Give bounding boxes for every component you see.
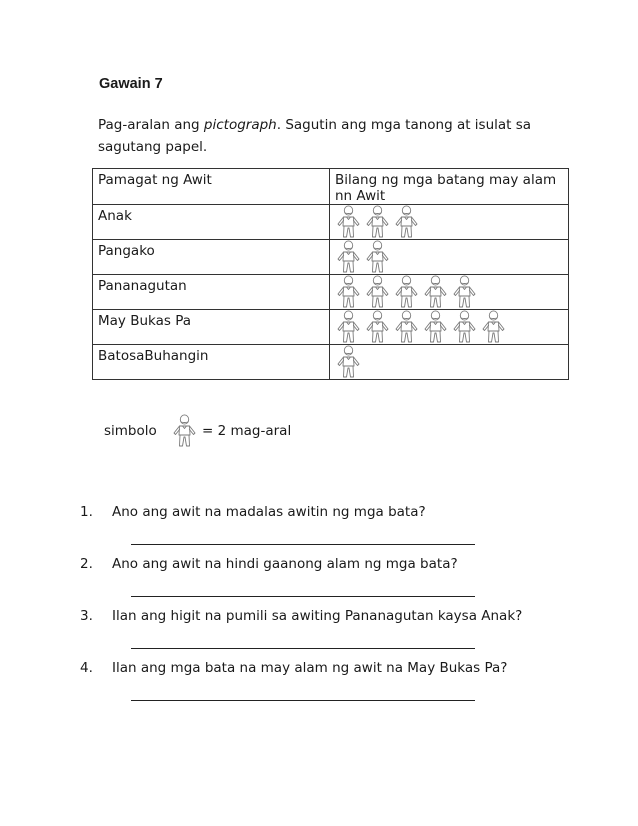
answer-line[interactable] — [131, 700, 475, 701]
header-count: Bilang ng mga batang may alam nn Awit — [330, 169, 569, 205]
table-row — [93, 275, 569, 310]
pictograph-table — [92, 168, 569, 380]
icon-cell — [330, 240, 569, 275]
child-icon-group — [334, 240, 568, 274]
question-text: Ano ang awit na hindi gaanong alam ng mga bata? — [112, 556, 458, 572]
child-icon — [450, 310, 479, 344]
child-icon — [334, 205, 363, 239]
child-icon — [392, 205, 421, 239]
child-icon — [334, 275, 363, 309]
song-cell: BatosaBuhangin — [93, 345, 330, 380]
child-icon-group — [334, 275, 568, 309]
child-icon — [421, 275, 450, 309]
table-row — [93, 205, 569, 240]
table-row — [93, 240, 569, 275]
child-icon-group — [334, 310, 568, 344]
table-header-row — [93, 169, 569, 205]
child-icon — [392, 310, 421, 344]
child-icon — [363, 275, 392, 309]
song-cell: Anak — [93, 205, 330, 240]
legend-label: simbolo — [104, 423, 157, 439]
child-icon — [421, 310, 450, 344]
child-icon — [479, 310, 508, 344]
answer-line[interactable] — [131, 544, 475, 545]
icon-cell — [330, 345, 569, 380]
song-cell: Pangako — [93, 240, 330, 275]
question-number: 3. — [80, 608, 93, 624]
question-text: Ano ang awit na madalas awitin ng mga bata? — [112, 504, 426, 520]
question-text: Ilan ang mga bata na may alam ng awit na May Bukas Pa? — [112, 660, 508, 676]
instructions-after: . Sagutin ang mga tanong at isulat sa sagutang papel. — [98, 117, 532, 155]
child-icon — [334, 310, 363, 344]
symbol-legend — [104, 414, 324, 448]
child-icon — [363, 240, 392, 274]
table-row — [93, 345, 569, 380]
icon-cell — [330, 205, 569, 240]
answer-line[interactable] — [131, 596, 475, 597]
song-cell: May Bukas Pa — [93, 310, 330, 345]
child-icon-group — [334, 205, 568, 239]
child-icon — [450, 275, 479, 309]
child-icon — [334, 240, 363, 274]
header-song-title: Pamagat ng Awit — [93, 169, 330, 205]
instructions — [98, 114, 558, 158]
question-text: Ilan ang higit na pumili sa awiting Pananagutan kaysa Anak? — [112, 608, 523, 624]
question-number: 4. — [80, 660, 93, 676]
instructions-before: Pag-aralan ang — [98, 117, 204, 133]
child-icon — [363, 310, 392, 344]
question-number: 1. — [80, 504, 93, 520]
song-cell: Pananagutan — [93, 275, 330, 310]
activity-title: Gawain 7 — [99, 76, 163, 92]
child-icon-group — [334, 345, 568, 379]
table-row — [93, 310, 569, 345]
child-icon — [334, 345, 363, 379]
icon-cell — [330, 310, 569, 345]
child-icon — [392, 275, 421, 309]
child-icon — [363, 205, 392, 239]
legend-value: = 2 mag-aral — [202, 423, 292, 439]
icon-cell — [330, 275, 569, 310]
answer-line[interactable] — [131, 648, 475, 649]
child-icon — [170, 414, 199, 448]
question-number: 2. — [80, 556, 93, 572]
instructions-emphasis: pictograph — [203, 117, 277, 133]
